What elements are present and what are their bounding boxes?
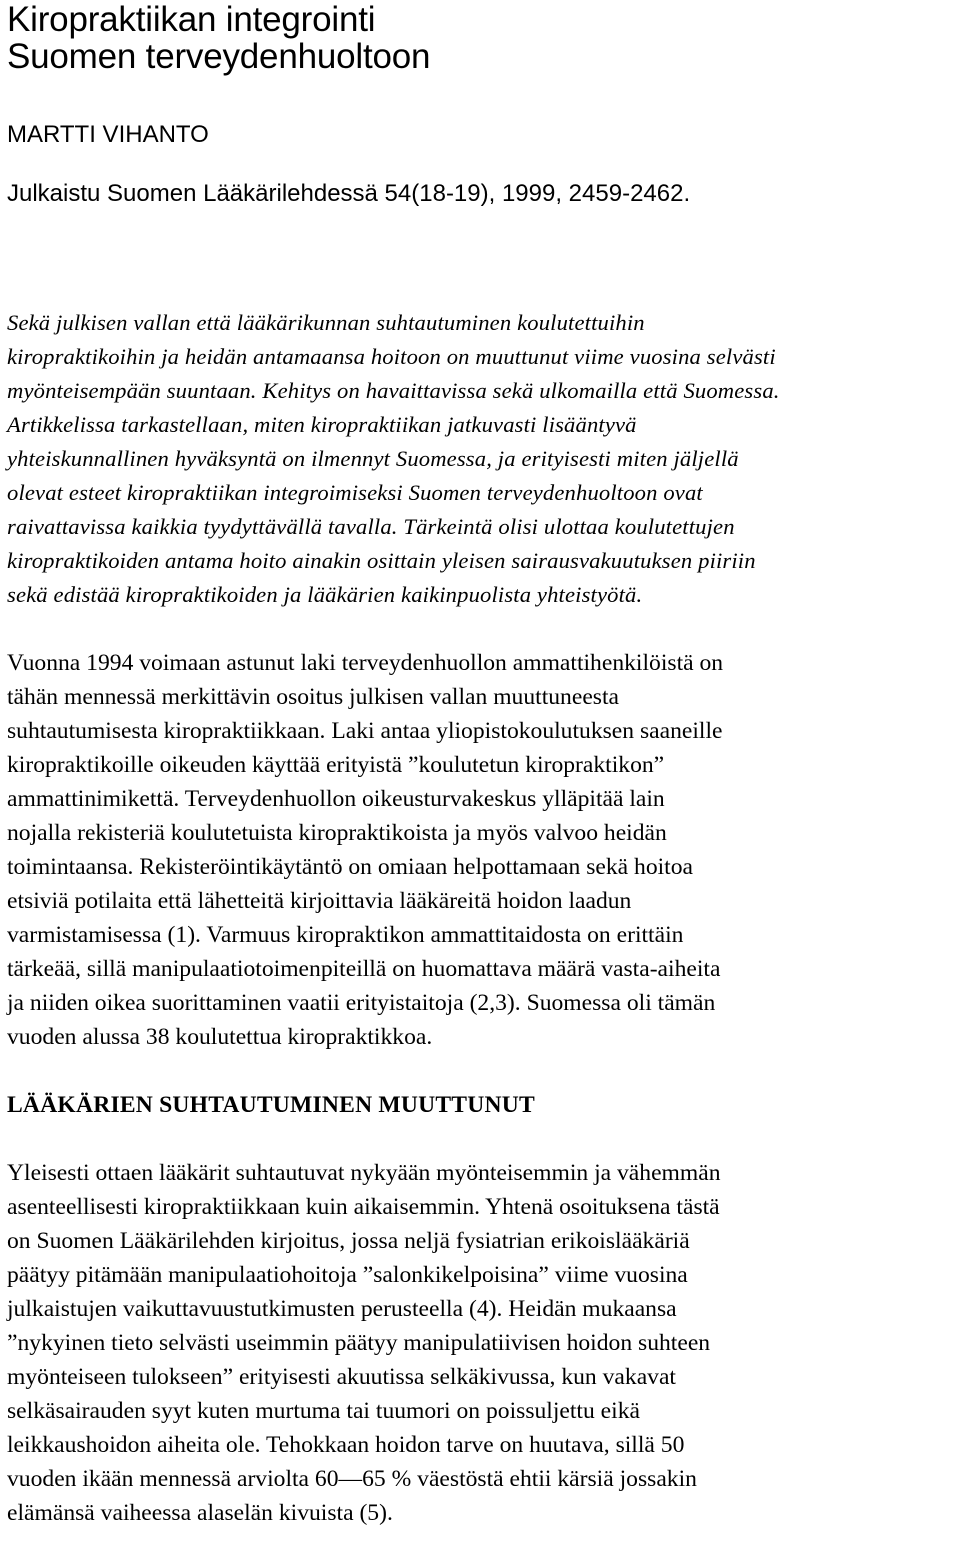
paragraph-line: myönteiseen tulokseen” erityisesti akuutissa selkäkivussa, kun vakavat [7,1364,676,1390]
title-line-2: Suomen terveydenhuoltoon [7,37,431,76]
abstract-line: yhteiskunnallinen hyväksyntä on ilmennyt Suomessa, ja erityisesti miten jäljellä [7,446,739,471]
paragraph-line: Yleisesti ottaen lääkärit suhtautuvat nykyään myönteisemmin ja vähemmän [7,1160,721,1186]
abstract-line: Sekä julkisen vallan että lääkärikunnan suhtautuminen koulutettuihin [7,310,645,335]
paragraph-line: asenteellisesti kiropraktiikkaan kuin aikaisemmin. Yhtenä osoituksena tästä [7,1194,720,1220]
paragraph-line: kiropraktikoille oikeuden käyttää erityistä ”koulutetun kiropraktikon” [7,752,665,778]
author-name: MARTTI VIHANTO [7,121,209,148]
body-paragraph-2 [7,1156,957,1530]
paragraph-line: tärkeää, sillä manipulaatiotoimenpiteillä on huomattava määrä vasta-aiheita [7,956,721,982]
abstract-line: olevat esteet kiropraktiikan integroimiseksi Suomen terveydenhuoltoon ovat [7,480,703,505]
abstract-line: myönteisempään suuntaan. Kehitys on havaittavissa sekä ulkomailla että Suomessa. [7,378,780,403]
paragraph-line: nojalla rekisteriä koulutetuista kiropraktikoista ja myös valvoo heidän [7,820,667,846]
paragraph-line: vuoden alussa 38 koulutettua kiropraktikkoa. [7,1024,433,1050]
abstract-line: sekä edistää kiropraktikoiden ja lääkärien kaikinpuolista yhteistyötä. [7,582,643,607]
document-page [7,0,957,1530]
paragraph-line: leikkaushoidon aiheita ole. Tehokkaan hoidon tarve on huutava, sillä 50 [7,1432,685,1458]
paragraph-line: ammattinimikettä. Terveydenhuollon oikeusturvakeskus ylläpitää lain [7,786,665,812]
paragraph-line: ja niiden oikea suorittaminen vaatii erityistaitoja (2,3). Suomessa oli tämän [7,990,716,1016]
abstract-line: raivattavissa kaikkia tyydyttävällä tavalla. Tärkeintä olisi ulottaa koulutettujen [7,514,735,539]
abstract [7,306,957,612]
paragraph-line: etsiviä potilaita että lähetteitä kirjoittavia lääkäreitä hoidon laadun [7,888,632,914]
paragraph-line: vuoden ikään mennessä arviolta 60—65 % väestöstä ehtii kärsiä jossakin [7,1466,697,1492]
paragraph-line: varmistamisessa (1). Varmuus kiropraktikon ammattitaidosta on erittäin [7,922,684,948]
paragraph-line: elämänsä vaiheessa alaselän kivuista (5). [7,1500,393,1526]
section-heading: LÄÄKÄRIEN SUHTAUTUMINEN MUUTTUNUT [7,1092,535,1118]
paragraph-line: on Suomen Lääkärilehden kirjoitus, jossa neljä fysiatrian erikoislääkäriä [7,1228,690,1254]
publication-info: Julkaistu Suomen Lääkärilehdessä 54(18-19), 1999, 2459-2462. [7,180,691,207]
paragraph-line: toimintaansa. Rekisteröintikäytäntö on omiaan helpottamaan sekä hoitoa [7,854,694,880]
paragraph-line: julkaistujen vaikuttavuustutkimusten perusteella (4). Heidän mukaansa [7,1296,677,1322]
body-paragraph-1 [7,646,957,1054]
abstract-line: kiropraktikoihin ja heidän antamaansa hoitoon on muuttunut viime vuosina selvästi [7,344,776,369]
page-title [7,0,957,75]
title-line-1: Kiropraktiikan integrointi [7,0,376,39]
abstract-line: kiropraktikoiden antama hoito ainakin osittain yleisen sairausvakuutuksen piiriin [7,548,756,573]
paragraph-line: päätyy pitämään manipulaatiohoitoja ”salonkikelpoisina” viime vuosina [7,1262,688,1288]
paragraph-line: selkäsairauden syyt kuten murtuma tai tuumori on poissuljettu eikä [7,1398,640,1424]
paragraph-line: ”nykyinen tieto selvästi useimmin päätyy manipulatiivisen hoidon suhteen [7,1330,711,1356]
paragraph-line: Vuonna 1994 voimaan astunut laki terveydenhuollon ammattihenkilöistä on [7,650,724,676]
paragraph-line: tähän mennessä merkittävin osoitus julkisen vallan muuttuneesta [7,684,619,710]
abstract-line: Artikkelissa tarkastellaan, miten kiropraktiikan jatkuvasti lisääntyvä [7,412,637,437]
paragraph-line: suhtautumisesta kiropraktiikkaan. Laki antaa yliopistokoulutuksen saaneille [7,718,723,744]
